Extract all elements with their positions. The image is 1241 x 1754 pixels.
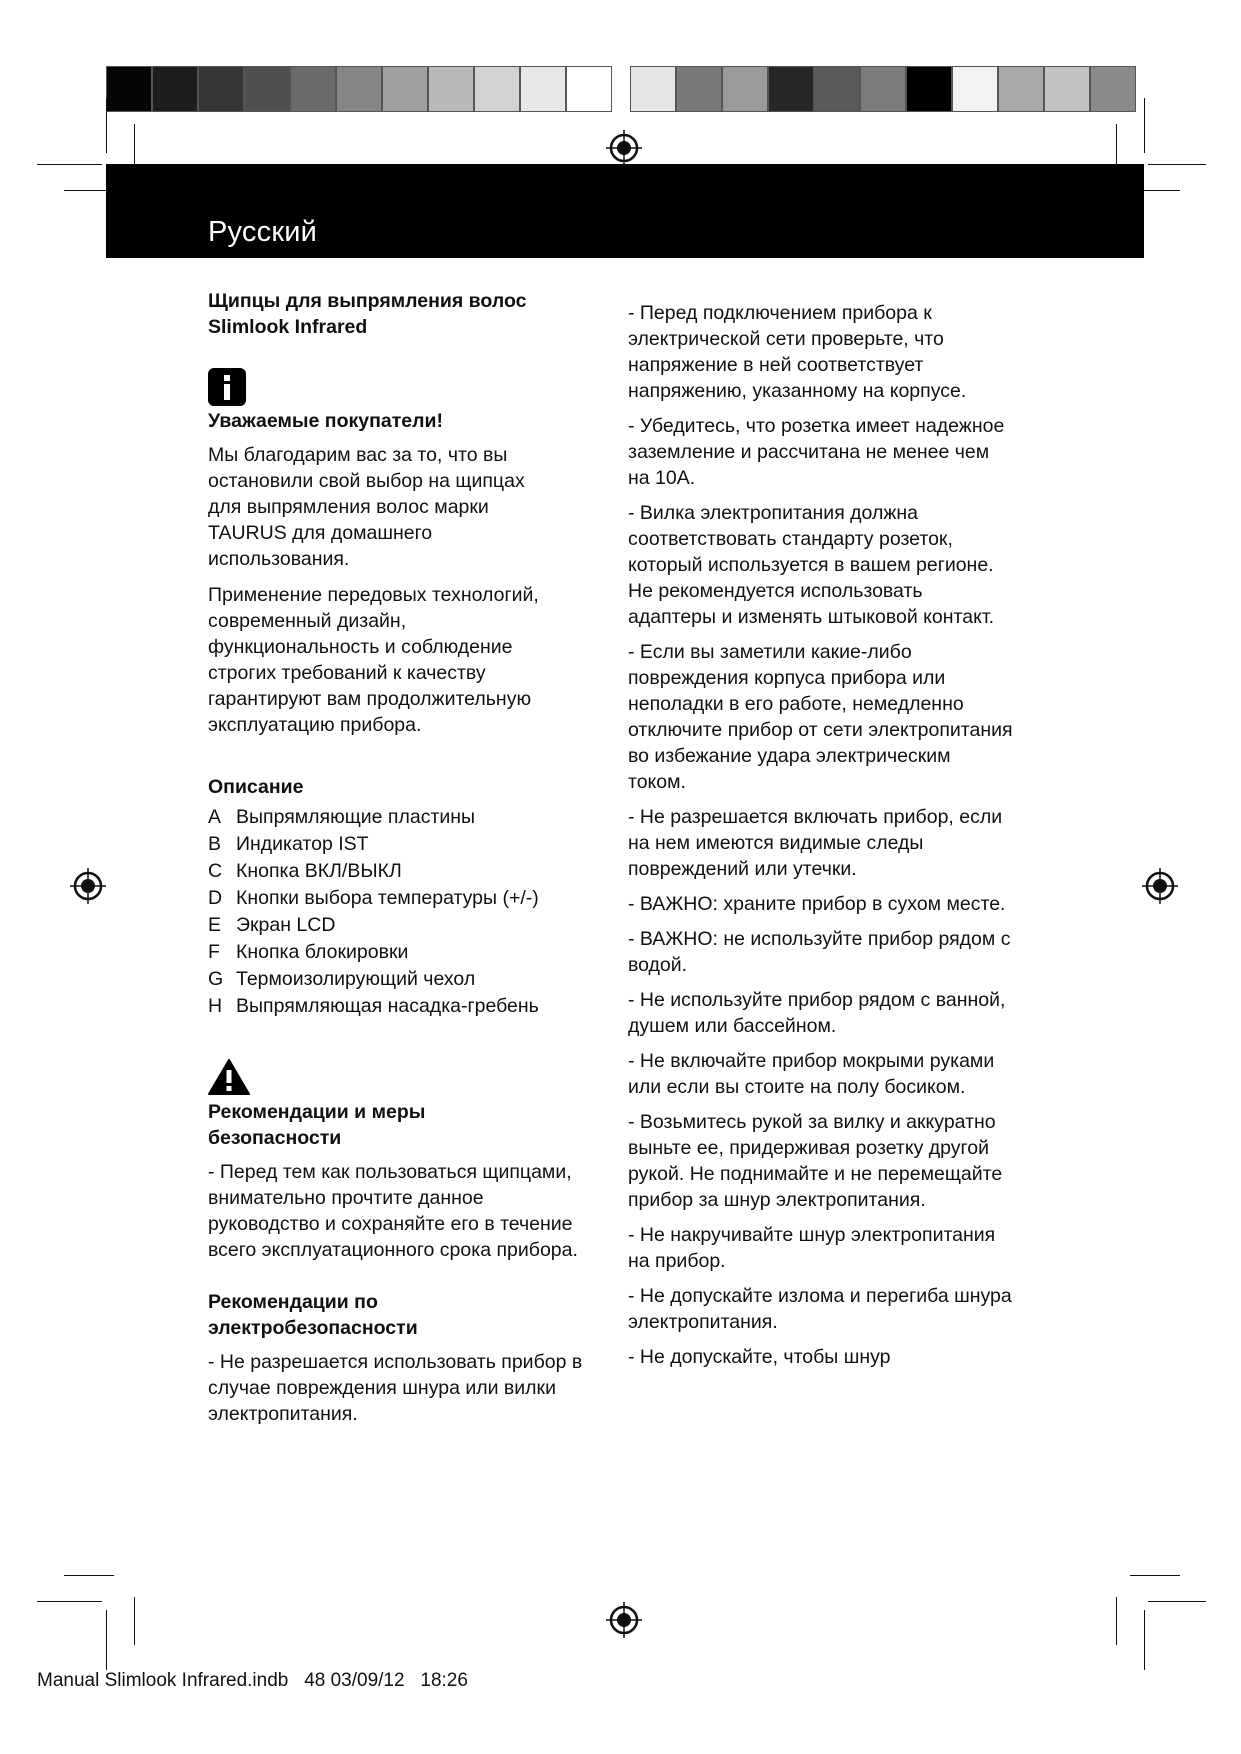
crop-mark [106,1610,107,1670]
description-item [208,858,598,884]
description-item [208,831,598,857]
color-swatch [382,66,428,112]
color-swatch [106,66,152,112]
crop-mark [1148,164,1206,165]
description-item-letter: E [208,914,222,936]
warning-icon [208,1059,250,1095]
color-swatch [290,66,336,112]
description-item-letter: A [208,806,222,828]
description-item-text: Экран LCD [236,914,336,936]
description-list [208,804,598,1019]
description-item-text: Термоизолирующий чехол [236,968,476,990]
description-item-letter: H [208,995,223,1017]
safety-recommendation: - ВАЖНО: не используйте прибор рядом с водой. [628,928,1011,976]
safety-recommendation: - Перед подключением прибора к электрической сети проверьте, что напряжение в ней соответствует напряжению, указанному на корпусе. [628,302,967,402]
crop-mark [134,1597,135,1645]
safety-paragraph: - Перед тем как пользоваться щипцами, внимательно прочтите данное руководство и сохраняйте его в течение всего эксплуатационного срока прибора. [208,1161,578,1261]
color-swatch [860,66,906,112]
right-column [628,300,1013,1370]
color-swatch [630,66,676,112]
description-item-text: Выпрямляющая насадка-гребень [236,995,539,1017]
description-item [208,885,598,911]
greeting-paragraph: Применение передовых технологий, современный дизайн, функциональность и соблюдение строгих требований к качеству гарантируют вам продолжительную эксплуатацию прибора. [208,584,539,736]
crop-mark [1130,1575,1180,1576]
product-title: Щипцы для выпрямления волос Slimlook Infrared [208,290,527,338]
crop-mark [37,1601,102,1602]
crop-mark [64,1575,114,1576]
color-swatch [520,66,566,112]
color-swatch [428,66,474,112]
greeting-heading: Уважаемые покупатели! [208,410,443,432]
safety-recommendation: - Возьмитесь рукой за вилку и аккуратно выньте ее, придерживая розетку другой рукой. Не поднимайте и не перемещайте прибор за шнур электропитания. [628,1111,1003,1211]
safety-recommendation: - Не допускайте излома и перегиба шнура электропитания. [628,1285,1012,1333]
color-swatch [998,66,1044,112]
safety-recommendation: - Убедитесь, что розетка имеет надежное заземление и рассчитана не менее чем на 10А. [628,415,1005,489]
color-swatch [244,66,290,112]
color-swatch [814,66,860,112]
color-swatch [676,66,722,112]
language-header-band [106,164,1144,258]
color-swatch [768,66,814,112]
description-item [208,804,598,830]
safety-recommendation: - Не разрешается включать прибор, если на нем имеются видимые следы повреждений или утечки. [628,806,1003,880]
crop-mark [1148,1601,1206,1602]
safety-recommendation: - Не допускайте, чтобы шнур [628,1346,891,1368]
color-bar-left [106,66,612,114]
description-item-letter: G [208,968,224,990]
description-item-text: Кнопка ВКЛ/ВЫКЛ [236,860,402,882]
description-heading: Описание [208,776,304,798]
color-swatch [722,66,768,112]
safety-recommendation: - ВАЖНО: храните прибор в сухом месте. [628,893,1006,915]
safety-recommendation: - Не используйте прибор рядом с ванной, душем или бассейном. [628,989,1006,1037]
description-item [208,912,598,938]
greeting-paragraph: Мы благодарим вас за то, что вы остановили свой выбор на щипцах для выпрямления волос марки TAURUS для домашнего использования. [208,444,525,570]
color-swatch [906,66,952,112]
color-swatch [952,66,998,112]
electric-safety-paragraph: - Не разрешается использовать прибор в случае повреждения шнура или вилки электропитания. [208,1351,583,1425]
crop-mark [1144,1610,1145,1670]
safety-recommendation: - Если вы заметили какие-либо повреждения корпуса прибора или неполадки в его работе, немедленно отключите прибор от сети электропитания во избежание удара электрическим током. [628,641,1013,793]
description-item-text: Кнопки выбора температуры (+/-) [236,887,539,909]
description-item-letter: F [208,941,220,963]
safety-heading: Рекомендации и меры безопасности [208,1101,426,1149]
description-item-letter: D [208,887,223,909]
registration-mark-icon [68,866,108,906]
left-column [208,288,598,1427]
registration-mark-icon [604,128,644,168]
safety-recommendation: - Не накручивайте шнур электропитания на прибор. [628,1224,996,1272]
safety-recommendation: - Вилка электропитания должна соответствовать стандарту розеток, который используется в вашем регионе. Не рекомендуется использовать адаптеры и изменять штыковой контакт. [628,502,995,628]
description-item [208,993,598,1019]
description-item-text: Индикатор IST [236,833,369,855]
crop-mark [106,98,107,153]
color-swatch [152,66,198,112]
language-title: Русский [208,216,318,248]
info-icon [208,368,246,406]
registration-mark-icon [1140,866,1180,906]
color-bar-right [630,66,1136,114]
electric-safety-heading: Рекомендации по электробезопасности [208,1291,418,1339]
color-swatch [198,66,244,112]
safety-recommendation: - Не включайте прибор мокрыми руками или если вы стоите на полу босиком. [628,1050,995,1098]
print-slug: Manual Slimlook Infrared.indb 48 03/09/12 18:26 [37,1670,468,1691]
description-item [208,939,598,965]
color-swatch [336,66,382,112]
description-item-letter: B [208,833,222,855]
crop-mark [37,164,102,165]
description-item-text: Кнопка блокировки [236,941,409,963]
description-item-letter: C [208,860,223,882]
color-swatch [474,66,520,112]
color-swatch [1044,66,1090,112]
color-swatch [1090,66,1136,112]
description-item-text: Выпрямляющие пластины [236,806,476,828]
description-item [208,966,598,992]
crop-mark [1144,98,1145,153]
crop-mark [1116,1597,1117,1645]
registration-mark-icon [604,1600,644,1640]
color-swatch [566,66,612,112]
